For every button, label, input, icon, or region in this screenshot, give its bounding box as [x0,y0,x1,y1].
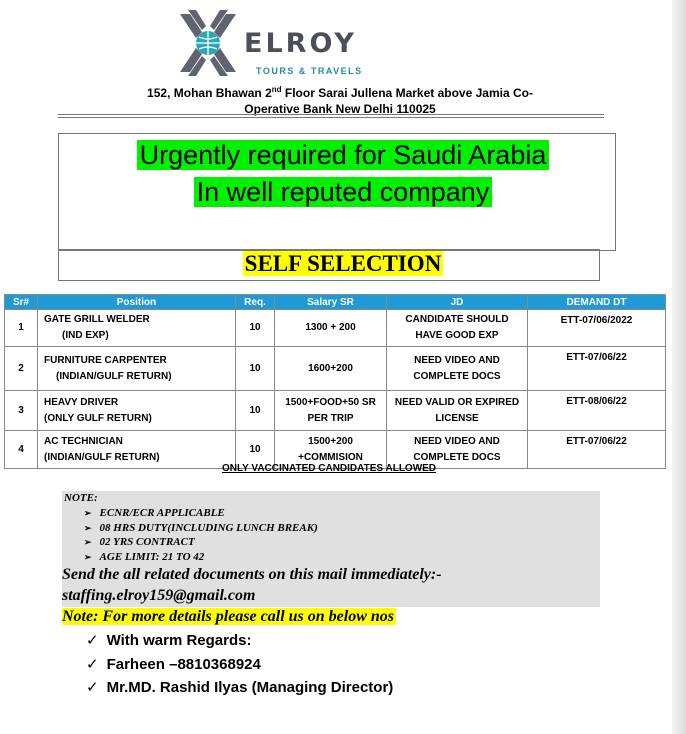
jd-l2: LICENSE [435,412,479,424]
send-instruction: Send the all related documents on this mail immediately:- [62,566,442,583]
note-label: NOTE: [64,492,98,504]
jd-l1: NEED VALID OR EXPIRED [394,396,520,408]
position-l1: HEAVY DRIVER [44,396,119,408]
header-req: Req. [236,295,275,310]
header-sr: Sr# [5,295,38,310]
position-l1: GATE GRILL WELDER [44,314,150,325]
contact-item [86,629,393,653]
cell-sr: 4 [5,431,38,469]
positions-table [4,294,666,469]
contact-list [86,629,393,700]
position-l2: (INDIAN/GULF RETURN) [56,370,172,382]
note-item: ➢ AGE LIMIT: 21 TO 42 [84,550,318,565]
self-selection-title [0,251,686,277]
note-item: ➢ ECNR/ECR APPLICABLE [84,506,318,521]
cell-sr: 1 [5,310,38,347]
header-salary: Salary SR [275,295,387,310]
salary-l1: 1500+200 [308,435,353,447]
salary-l2: PER TRIP [307,412,354,424]
cell-jd [387,391,528,431]
table-header-row [5,295,666,310]
contact-text: Mr.MD. Rashid Ilyas (Managing Director) [106,679,394,696]
header-jd: JD [387,295,528,310]
checkmark-icon: ✓ [86,679,99,696]
vaccinated-notice: ONLY VACCINATED CANDIDATES ALLOWED [221,463,437,474]
header-position: Position [38,295,236,310]
headline-line2 [0,177,686,208]
header-demand: DEMAND DT [528,295,666,310]
contact-email: staffing.elroy159@gmail.com [62,587,256,604]
cell-position [38,391,236,431]
jd-l1: NEED VIDEO AND [414,435,500,447]
jd-l2: HAVE GOOD EXP [415,330,499,341]
cell-jd [387,310,528,347]
salary-l1: 1300 + 200 [305,322,356,333]
headline-line2-text: In well reputed company [194,177,493,207]
contact-item [86,653,393,677]
table-row [5,391,666,431]
checkmark-icon: ✓ [86,632,99,649]
divider [58,117,604,118]
contact-text: With warm Regards: [106,632,252,649]
contact-item [86,676,393,700]
cell-sr: 3 [5,391,38,431]
cell-salary [275,310,387,347]
brand-name: ELROY [244,28,357,59]
cell-position [38,310,236,347]
position-l2: (INDIAN/GULF RETURN) [44,451,160,463]
cell-req: 10 [236,391,275,431]
cell-req: 10 [236,431,275,469]
note-list [84,506,318,564]
elroy-logo-icon [178,10,238,76]
jd-l2: COMPLETE DOCS [413,451,501,463]
salary-l1: 1600+200 [308,362,353,374]
cell-sr: 2 [5,347,38,391]
headline-line1 [0,140,686,171]
salary-l2: +COMMISION [298,451,363,463]
table-row [5,310,666,347]
cell-demand: ETT-07/06/22 [528,431,666,469]
brand-subtitle: TOURS & TRAVELS [256,66,363,76]
jd-l1: NEED VIDEO AND [414,354,500,366]
call-note [62,608,396,626]
page-edge-shadow [672,0,686,734]
headline-line1-text: Urgently required for Saudi Arabia [137,140,550,170]
cell-salary [275,391,387,431]
address-line2: Operative Bank New Delhi 110025 [244,102,436,116]
contact-text: Farheen –8810368924 [106,655,261,673]
checkmark-icon: ✓ [86,655,99,673]
jd-l1: CANDIDATE SHOULD [405,314,509,325]
address-part2: Floor Sarai Jullena Market above Jamia Co- [281,86,533,100]
self-selection-text: SELF SELECTION [244,251,442,276]
address-part1: 152, Mohan Bhawan 2 [147,86,272,100]
jd-l2: COMPLETE DOCS [413,370,501,382]
note-item: ➢ 08 HRS DUTY(INCLUDING LUNCH BREAK) [84,521,318,536]
cell-jd [387,347,528,391]
call-note-text: Note: For more details please call us on below nos [62,608,394,625]
company-address [100,82,580,117]
cell-demand: ETT-07/06/2022 [528,310,666,347]
divider [58,114,604,115]
position-l1: AC TECHNICIAN [44,435,123,447]
cell-position [38,347,236,391]
note-item: ➢ 02 YRS CONTRACT [84,535,318,550]
cell-req: 10 [236,310,275,347]
position-l2: (ONLY GULF RETURN) [44,412,152,424]
address-sup: nd [271,85,282,94]
table-row [5,347,666,391]
position-l2: (IND EXP) [62,330,109,341]
cell-demand: ETT-07/06/22 [528,347,666,391]
cell-demand: ETT-08/06/22 [528,391,666,431]
cell-req: 10 [236,347,275,391]
cell-salary [275,347,387,391]
position-l1: FURNITURE CARPENTER [44,354,167,366]
salary-l1: 1500+FOOD+50 SR [285,396,376,408]
